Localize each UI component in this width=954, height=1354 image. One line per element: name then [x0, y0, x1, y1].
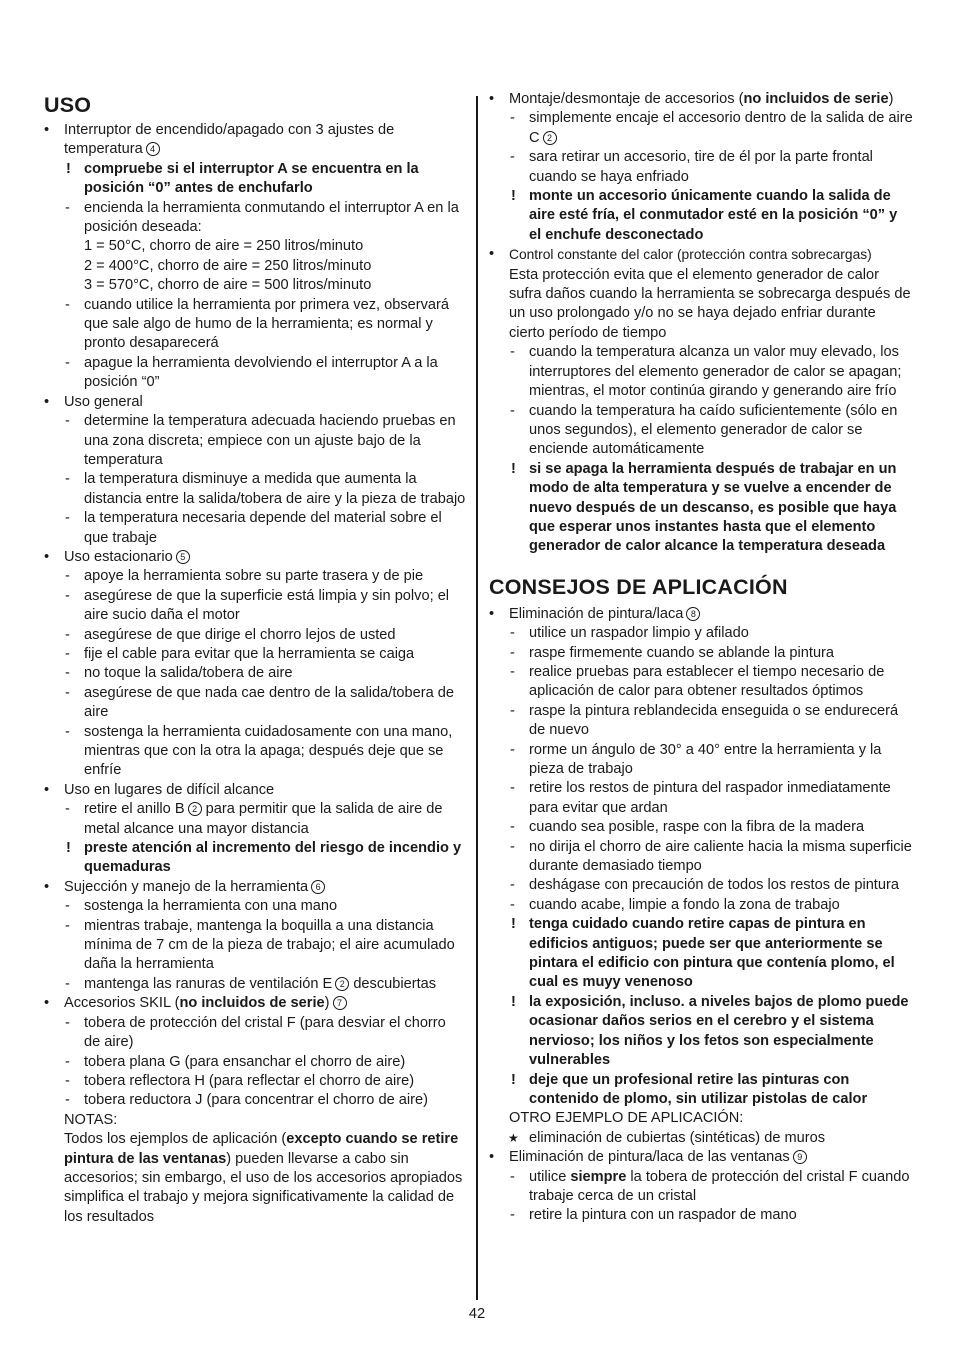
dash-item: - apoye la herramienta sobre su parte trasera y de pie [44, 567, 466, 586]
ref-circle: 2 [188, 802, 202, 816]
dash-item: - mantenga las ranuras de ventilación E 2 descubiertas [44, 975, 466, 994]
dash-item: - la temperatura necesaria depende del material sobre el que trabaje [44, 509, 466, 548]
paint-removal-item: • Eliminación de pintura/laca 8 [489, 605, 913, 624]
holding-item: • Sujección y manejo de la herramienta 6 [44, 878, 466, 897]
dash-item: - rorme un ángulo de 30° a 40° entre la herramienta y la pieza de trabajo [489, 741, 913, 780]
dash-item: - retire los restos de pintura del raspador inmediatamente para evitar que ardan [489, 779, 913, 818]
dash-item: - sostenga la herramienta con una mano [44, 897, 466, 916]
dash-item: - no dirija el chorro de aire caliente hacia la misma superficie durante demasiado tiempo [489, 838, 913, 877]
notes-text: Todos los ejemplos de aplicación (excepto cuando se retire pintura de las ventanas) pueden llevarse a cabo sin accesorios; sin embargo, el uso de los accesorios apropiados simplifica el trabajo y mejora significativamente la calidad de los resultados [64, 1131, 463, 1225]
dash-item: - encienda la herramienta conmutando el interruptor A en la posición deseada: 1 = 50°C, chorro de aire = 250 litros/minuto 2 = 400°C, chorro de aire = 250 litros/minuto 3 = 570°C, chorro de aire = 500 litros/minuto [44, 199, 466, 296]
ref-circle: 8 [686, 607, 700, 621]
ref-circle: 2 [335, 977, 349, 991]
window-paint-item: • Eliminación de pintura/laca de las ventanas 9 [489, 1148, 913, 1167]
ref-circle: 7 [333, 996, 347, 1010]
heat-description: Esta protección evita que el elemento generador de calor sufra daños cuando la herramienta se sobrecarga después de un uso prolongado y/o no se haya dejado enfriar durante cierto período de tiempo [509, 266, 911, 341]
mount-accessories-item: • Montaje/desmontaje de accesorios (no incluidos de serie) [489, 90, 913, 109]
dash-item: - no toque la salida/tobera de aire [44, 664, 466, 683]
dash-item: - raspe firmemente cuando se ablande la pintura [489, 644, 913, 663]
dash-item: - sostenga la herramienta cuidadosamente con una mano, mientras que con la otra la apaga; después deje que se enfríe [44, 723, 466, 781]
left-column [44, 90, 466, 1227]
dash-item: - tobera reflectora H (para reflectar el chorro de aire) [44, 1072, 466, 1091]
dash-item: - retire la pintura con un raspador de mano [489, 1206, 913, 1225]
difficult-access-item: • Uso en lugares de difícil alcance [44, 781, 466, 800]
dash-item: - fije el cable para evitar que la herramienta se caiga [44, 645, 466, 664]
dash-item: - tobera reductora J (para concentrar el chorro de aire) [44, 1091, 466, 1110]
warning: ! tenga cuidado cuando retire capas de pintura en edificios antiguos; puede ser que anteriormente se pintara el edificio con pintura que contenía plomo, el cual es muyy venenoso [489, 915, 913, 993]
dash-item: - determine la temperatura adecuada haciendo pruebas en una zona discreta; empiece con un ajuste bajo de la temperatura [44, 412, 466, 470]
dash-item: - utilice siempre la tobera de protección del cristal F cuando trabaje cerca de un cristal [489, 1168, 913, 1207]
dash-item: - la temperatura disminuye a medida que aumenta la distancia entre la salida/tobera de aire y la pieza de trabajo [44, 470, 466, 509]
switch-item: • Interruptor de encendido/apagado con 3 ajustes de temperatura 4 [44, 121, 466, 160]
dash-item: - cuando utilice la herramienta por primera vez, observará que sale algo de humo de la herramienta; es normal y pronto desaparecerá [44, 296, 466, 354]
heat-control-item: • Control constante del calor (protección contra sobrecargas) [489, 245, 913, 265]
accessories-item: • Accesorios SKIL (no incluidos de serie) 7 [44, 994, 466, 1013]
dash-item: - tobera de protección del cristal F (para desviar el chorro de aire) [44, 1014, 466, 1053]
general-use-item: • Uso general [44, 393, 466, 412]
dash-item: - mientras trabaje, mantenga la boquilla a una distancia mínima de 7 cm de la pieza de trabajo; el aire acumulado daña la herramienta [44, 917, 466, 975]
section-title-consejos: CONSEJOS DE APLICACIÓN [489, 574, 788, 599]
dash-item: - asegúrese de que dirige el chorro lejos de usted [44, 626, 466, 645]
ref-circle: 2 [543, 131, 557, 145]
dash-item: - cuando sea posible, raspe con la fibra de la madera [489, 818, 913, 837]
dash-item: - tobera plana G (para ensanchar el chorro de aire) [44, 1053, 466, 1072]
warning: ! deje que un profesional retire las pinturas con contenido de plomo, sin utilizar pistolas de calor [489, 1071, 913, 1110]
ref-circle: 4 [146, 142, 160, 156]
dash-item: - apague la herramienta devolviendo el interruptor A a la posición “0” [44, 354, 466, 393]
dash-item: - utilice un raspador limpio y afilado [489, 624, 913, 643]
dash-item: - asegúrese de que la superficie está limpia y sin polvo; el aire sucio daña el motor [44, 587, 466, 626]
ref-circle: 6 [311, 880, 325, 894]
dash-item: - asegúrese de que nada cae dentro de la salida/tobera de aire [44, 684, 466, 723]
column-divider [476, 96, 478, 1300]
warning: ! la exposición, incluso. a niveles bajos de plomo puede ocasionar daños serios en el cerebro y el sistema nervioso; los niños y los fetos son especialmente vulnerables [489, 993, 913, 1071]
ref-circle: 9 [793, 1150, 807, 1164]
ref-circle: 5 [176, 550, 190, 564]
stationary-use-item: • Uso estacionario 5 [44, 548, 466, 567]
dash-item: - sara retirar un accesorio, tire de él por la parte frontal cuando se haya enfriado [489, 148, 913, 187]
dash-item: - retire el anillo B 2 para permitir que la salida de aire de metal alcance una mayor distancia [44, 800, 466, 839]
star-item: ★ eliminación de cubiertas (sintéticas) de muros [489, 1129, 913, 1148]
notes-label: NOTAS: [64, 1111, 118, 1128]
warning: ! si se apaga la herramienta después de trabajar en un modo de alta temperatura y se vuelve a encender de nuevo después de un descanso, es posible que haya que esperar unos instantes hasta que el elemento generador de calor alcance la temperatura deseada [489, 460, 913, 557]
dash-item: - cuando la temperatura alcanza un valor muy elevado, los interruptores del elemento generador de calor se apagan; mientras, el motor continúa girando y generando aire frío [489, 343, 913, 401]
dash-item: - cuando acabe, limpie a fondo la zona de trabajo [489, 896, 913, 915]
right-column [489, 90, 913, 1226]
dash-item: - raspe la pintura reblandecida enseguida o se endurecerá de nuevo [489, 702, 913, 741]
warning: ! preste atención al incremento del riesgo de incendio y quemaduras [44, 839, 466, 878]
dash-item: - realice pruebas para establecer el tiempo necesario de aplicación de calor para obtener resultados óptimos [489, 663, 913, 702]
dash-item: - simplemente encaje el accesorio dentro de la salida de aire C 2 [489, 109, 913, 148]
dash-item: - cuando la temperatura ha caído suficientemente (sólo en unos segundos), el elemento generador de calor se enciende automáticamente [489, 402, 913, 460]
warning: ! monte un accesorio únicamente cuando la salida de aire esté fría, el conmutador esté en la posición “0” y el enchufe desconectado [489, 187, 913, 245]
section-title-uso: USO [44, 93, 92, 117]
other-example-label: OTRO EJEMPLO DE APLICACIÓN: [509, 1110, 744, 1127]
page-number: 42 [468, 1306, 486, 1322]
warning: ! compruebe si el interruptor A se encuentra en la posición “0” antes de enchufarlo [44, 160, 466, 199]
dash-item: - deshágase con precaución de todos los restos de pintura [489, 876, 913, 895]
